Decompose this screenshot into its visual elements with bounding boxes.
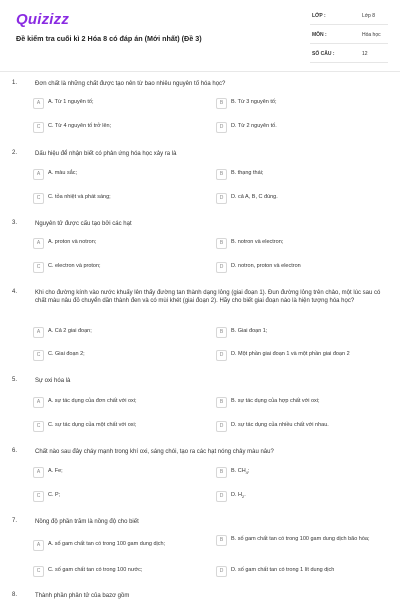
option-a[interactable] xyxy=(33,540,204,556)
option-text: D. Một phần giai đoạn 1 và một phần giai đoạn 2 xyxy=(231,351,350,357)
question-text: Đơn chất là những chất được tạo nên từ bao nhiêu nguyên tố hóa học? xyxy=(35,81,226,87)
option-text: A. proton và notron; xyxy=(48,239,97,245)
option-text: B. Từ 3 nguyên tố; xyxy=(231,99,277,105)
option-text: D. Từ 2 nguyên tố. xyxy=(231,123,277,129)
question-number: 1. xyxy=(12,80,18,86)
option-letter: C xyxy=(33,566,44,577)
question-number: 3. xyxy=(12,220,18,226)
option-text: D. notron, proton và electron xyxy=(231,263,301,269)
option-text: A. Fe; xyxy=(48,468,63,474)
worksheet-header xyxy=(0,0,400,60)
option-text: B. thạng thái; xyxy=(231,170,264,176)
option-d[interactable] xyxy=(216,122,392,138)
option-c[interactable] xyxy=(33,262,204,278)
question-number: 2. xyxy=(12,150,18,156)
option-b[interactable] xyxy=(216,238,392,254)
option-text: A. sự tác dụng của đơn chất với oxi; xyxy=(48,398,137,404)
option-c[interactable] xyxy=(33,566,204,582)
option-letter: C xyxy=(33,122,44,133)
option-b[interactable] xyxy=(216,535,392,551)
option-text: A. Từ 1 nguyên tố; xyxy=(48,99,94,105)
meta-value: 12 xyxy=(362,51,368,57)
option-letter: D xyxy=(216,566,227,577)
option-letter: C xyxy=(33,262,44,273)
option-text: A. số gam chất tan có trong 100 gam dung dịch; xyxy=(48,541,166,547)
option-b[interactable] xyxy=(216,397,392,413)
meta-value: Lớp 8 xyxy=(362,13,376,19)
option-letter: C xyxy=(33,193,44,204)
question-text: Nguyên tử được cấu tạo bởi các hạt xyxy=(35,221,132,227)
question-text: Dấu hiệu để nhận biết có phản ứng hóa học xảy ra là xyxy=(35,151,177,157)
option-letter: A xyxy=(33,98,44,109)
option-text: B. sự tác dụng của hợp chất với oxi; xyxy=(231,398,320,404)
option-letter: A xyxy=(33,327,44,338)
option-a[interactable] xyxy=(33,98,204,114)
meta-row-count xyxy=(310,48,388,63)
option-a[interactable] xyxy=(33,397,204,413)
option-a[interactable] xyxy=(33,238,204,254)
meta-label: SỐ CÂU : xyxy=(312,51,335,57)
question-text: Sự oxi hóa là xyxy=(35,378,71,384)
option-text: D. sự tác dụng của nhiều chất với nhau. xyxy=(231,422,329,428)
option-a[interactable] xyxy=(33,327,204,343)
option-c[interactable] xyxy=(33,350,204,366)
option-letter: B xyxy=(216,467,227,478)
option-c[interactable] xyxy=(33,122,204,138)
page-title: Đề kiểm tra cuối kì 2 Hóa 8 có đáp án (Mới nhất) (Đề 3) xyxy=(16,34,202,43)
option-c[interactable] xyxy=(33,421,204,437)
question-number: 4. xyxy=(12,289,18,295)
meta-label: MÔN : xyxy=(312,32,327,38)
meta-value: Hóa học xyxy=(362,32,381,38)
option-letter: A xyxy=(33,540,44,551)
option-text: C. sự tác dụng của một chất với oxi; xyxy=(48,422,137,428)
option-text: C. Giai đoạn 2; xyxy=(48,351,85,357)
question-text: Thành phần phân tử của bazơ gồm xyxy=(35,593,130,599)
option-text: C. Từ 4 nguyên tố trở lên; xyxy=(48,123,112,129)
option-letter: D xyxy=(216,262,227,273)
formula-subscript: 2 xyxy=(242,494,245,500)
question-text: Nồng độ phần trăm là nồng độ cho biết xyxy=(35,519,139,525)
meta-panel xyxy=(310,10,388,67)
option-c[interactable] xyxy=(33,193,204,209)
option-d[interactable] xyxy=(216,491,392,507)
formula-tail: . xyxy=(244,492,246,498)
formula-subscript: 4 xyxy=(245,470,248,476)
option-text xyxy=(231,492,392,500)
formula-base: D. H xyxy=(231,492,242,498)
option-b[interactable] xyxy=(216,169,392,185)
option-letter: C xyxy=(33,491,44,502)
option-text: A. Cả 2 giai đoạn; xyxy=(48,328,92,334)
option-text: C. tỏa nhiệt và phát sáng; xyxy=(48,194,111,200)
question-text: Chất nào sau đây cháy mạnh trong khí oxi, sáng chói, tạo ra các hạt nóng chảy màu nâu? xyxy=(35,449,274,455)
option-d[interactable] xyxy=(216,193,392,209)
option-text: C. electron và proton; xyxy=(48,263,101,269)
option-letter: D xyxy=(216,491,227,502)
option-letter: D xyxy=(216,122,227,133)
meta-row-subject xyxy=(310,29,388,44)
option-text: C. số gam chất tan có trong 100 nước; xyxy=(48,567,143,573)
question-text: Khi cho đường kính vào nước khuấy lên thấy đường tan thành dạng lỏng (giai đoạn 1). Đun đường lỏng trên chảo, một lúc sau có chất màu nâu đỏ chuyển dần thành đen và có mùi khét (giai đoạn 2). Hãy cho biết giai đoạn nào là hiện tượng hóa học? xyxy=(35,290,381,305)
option-text: A. màu sắc; xyxy=(48,170,78,176)
quizizz-logo[interactable]: Quizizz xyxy=(16,11,70,28)
formula-base: B. CH xyxy=(231,468,246,474)
option-text: B. Giai đoạn 1; xyxy=(231,328,268,334)
option-letter: D xyxy=(216,421,227,432)
option-letter: B xyxy=(216,397,227,408)
option-text: B. số gam chất tan có trong 100 gam dung dịch bão hòa; xyxy=(231,536,370,542)
option-letter: D xyxy=(216,193,227,204)
option-b[interactable] xyxy=(216,467,392,483)
option-letter: B xyxy=(216,98,227,109)
option-text: D. cả A, B, C đúng. xyxy=(231,194,278,200)
option-a[interactable] xyxy=(33,169,204,185)
option-text: D. số gam chất tan có trong 1 lít dung dịch xyxy=(231,567,335,573)
option-letter: A xyxy=(33,169,44,180)
option-letter: B xyxy=(216,535,227,546)
option-d[interactable] xyxy=(216,421,392,437)
option-d[interactable] xyxy=(216,350,392,366)
option-letter: B xyxy=(216,238,227,249)
option-letter: A xyxy=(33,238,44,249)
option-letter: C xyxy=(33,350,44,361)
option-b[interactable] xyxy=(216,327,392,343)
option-b[interactable] xyxy=(216,98,392,114)
option-text: B. notron và electron; xyxy=(231,239,284,245)
meta-label: LỚP : xyxy=(312,13,326,19)
option-letter: C xyxy=(33,421,44,432)
question-number: 6. xyxy=(12,448,18,454)
option-letter: A xyxy=(33,467,44,478)
meta-row-class xyxy=(310,10,388,25)
formula-tail: ; xyxy=(247,468,250,474)
option-d[interactable] xyxy=(216,262,392,278)
option-d[interactable] xyxy=(216,566,392,582)
header-divider xyxy=(0,71,400,72)
question-number: 7. xyxy=(12,518,18,524)
option-letter: D xyxy=(216,350,227,361)
option-a[interactable] xyxy=(33,467,204,483)
question-number: 8. xyxy=(12,592,18,598)
option-text: C. P; xyxy=(48,492,61,498)
option-letter: A xyxy=(33,397,44,408)
option-letter: B xyxy=(216,327,227,338)
question-number: 5. xyxy=(12,377,18,383)
option-text xyxy=(231,468,392,476)
option-c[interactable] xyxy=(33,491,204,507)
option-letter: B xyxy=(216,169,227,180)
